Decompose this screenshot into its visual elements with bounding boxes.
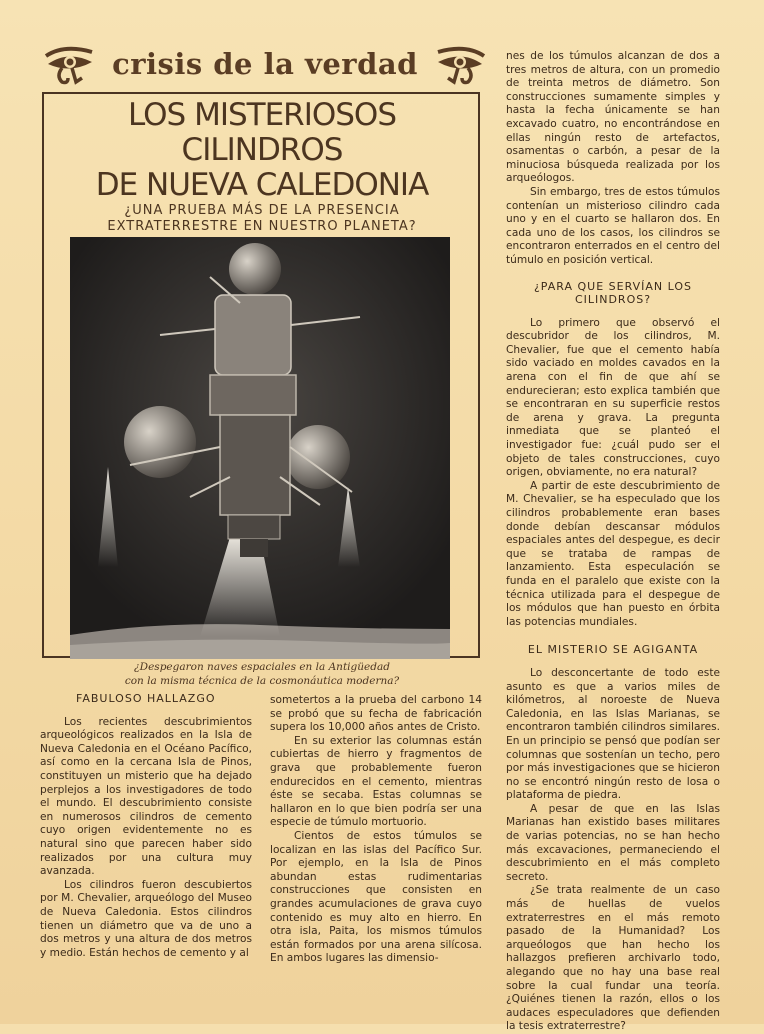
paragraph: Lo primero que observó el descubridor de los cilindros, M. Chevalier, fue que el cemento había sido vaciado en moldes cavados en la arena con el fin de que ahí se endurecieran; esto explica también que se encontraran en su superficie restos de arena y grava. La pregunta inmediata que se planteó el investigador fue: ¿cuál pudo ser el objeto de tales construcciones, cuyo origen, obviamente, no era natural? xyxy=(506,316,720,479)
subheading-fabuloso-hallazgo: FABULOSO HALLAZGO xyxy=(76,692,216,705)
paragraph: En su exterior las columnas están cubiertas de hierro y fragmentos de grava que probablemente fueron endurecidos en el cemento, mientras éste se secaba. Estas columnas se hallaron en lo que bien podría ser una especie de túmulo mortuorio. xyxy=(270,734,482,829)
headline-line: DE NUEVA CALEDONIA xyxy=(95,167,429,203)
paragraph: sometertos a la prueba del carbono 14 se probó que su fecha de fabricación supera los 10,000 años antes de Cristo. xyxy=(270,694,482,734)
paragraph: Cientos de estos túmulos se localizan en las islas del Pacífico Sur. Por ejemplo, en la Isla de Pinos abundan estas rudimentarias construcciones que consisten en grandes acumulaciones de grava cuyo contenido es muy alto en hierro. En otra isla, Paita, los mismos túmulos están formados por una arena silícosa. En ambos lugares las dimensio- xyxy=(270,829,482,965)
headline-line: LOS MISTERIOSOS xyxy=(127,97,397,133)
section-header xyxy=(42,40,488,88)
subheading-para-que-servian: ¿PARA QUE SERVÍAN LOS CILINDROS? xyxy=(533,279,693,307)
paragraph: Los cilindros fueron descubiertos por M. Chevalier, arqueólogo del Museo de Nueva Caledonia. Estos cilindros tienen un diámetro que va de uno a dos metros y una altura de dos metros y medio. Están hechos de cemento y al xyxy=(40,878,252,959)
paragraph: A partir de este descubrimiento de M. Chevalier, se ha especulado que los cilindros probablemente eran bases donde debían descansar módulos espaciales antes del despegue, es decir que se trataba de rampas de lanzamiento. Esta especulación se funda en el paralelo que existe con la técnica utilizada para el despegue de los módulos que han puesto en órbita las potencias mundiales. xyxy=(506,479,720,628)
article-headline xyxy=(46,98,478,203)
eye-of-horus-icon xyxy=(430,42,488,86)
article-subhead xyxy=(50,203,474,235)
caption-line: con la misma técnica de la cosmonáutica moderna? xyxy=(124,675,400,687)
section-title: crisis de la verdad xyxy=(112,47,418,81)
article-column-1 xyxy=(40,692,252,960)
caption-line: ¿Despegaron naves espaciales en la Antigüedad xyxy=(134,661,390,673)
paragraph: ¿Se trata realmente de un caso más de huellas de vuelos extraterrestres en el más remoto pasado de la Humanidad? Los arqueólogos que han hecho los hallazgos prefieren archivarlo todo, alegando que no hay una base real sobre la cual fundar una teoría. ¿Quiénes tienen la razón, ellos o los audaces especuladores que defienden la tesis extraterrestre? xyxy=(506,884,720,1033)
photo-caption xyxy=(90,660,434,688)
paragraph: nes de los túmulos alcanzan de dos a tres metros de altura, con un promedio de treinta metros de diámetro. Son construcciones sumamente simples y hasta la fecha únicamente se han excavado cuatro, no encontrándose en ellas ningún resto de artefactos, osamentas o carbón, a pesar de la minuciosa búsqueda realizada por los arqueólogos. xyxy=(506,50,720,185)
subhead-line: EXTRATERRESTRE EN NUESTRO PLANETA? xyxy=(107,219,417,234)
eye-of-horus-icon xyxy=(42,42,100,86)
subhead-line: ¿UNA PRUEBA MÁS DE LA PRESENCIA xyxy=(124,203,400,218)
paragraph: Los recientes descubrimientos arqueológicos realizados en la Isla de Nueva Caledonia en el Océano Pacífico, así como en la cercana Isla de Pinos, constituyen un misterio que ha dejado perplejos a los investigadores de todo el mundo. El descubrimiento consiste en numerosos cilindros de cemento cuyo origen evidentemente no es natural sino que parecen haber sido realizados por una cultura muy avanzada. xyxy=(40,715,252,878)
paragraph: Sin embargo, tres de estos túmulos contenían un misterioso cilindro cada uno y en el cuarto se hallaron dos. En cada uno de los casos, los cilindros se encontraron enterrados en el centro del túmulo en posición vertical. xyxy=(506,185,720,266)
subheading-el-misterio: EL MISTERIO SE AGIGANTA xyxy=(527,643,699,657)
paragraph: Lo desconcertante de todo este asunto es que a varios miles de kilómetros, al noroeste de Nueva Caledonia, en las Islas Marianas, se encontraron también cilindros similares. En un principio se pensó que podían ser columnas que sostenían un techo, pero por más investigaciones que se hicieron no se encontró ningún resto de losa o plataforma de piedra. xyxy=(506,666,720,802)
article-column-2 xyxy=(270,694,482,966)
headline-line: CILINDROS xyxy=(181,132,343,168)
paragraph: A pesar de que en las Islas Marianas han existido bases militares de varias potencias, no se han hecho más excavaciones, permaneciendo el descubrimiento en el más completo secreto. xyxy=(506,802,720,883)
spacecraft-photo xyxy=(70,237,450,659)
article-column-3 xyxy=(506,50,720,1034)
